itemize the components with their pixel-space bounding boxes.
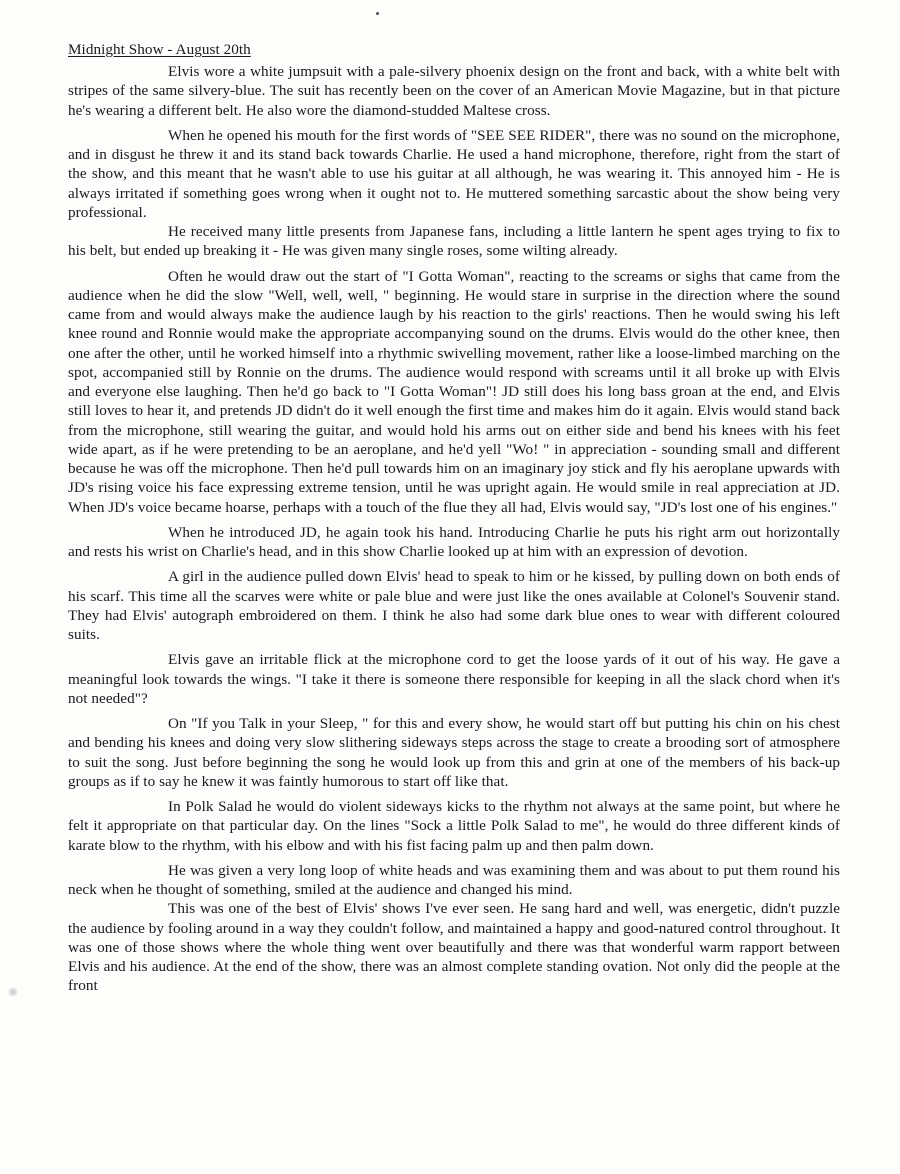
paragraph-i-gotta-woman: Often he would draw out the start of "I Gotta Woman", reacting to the screams or sighs that came from the audience when he did the slow "Well, well, well, " beginning. He would stare in surprise in the direction where the sound came from and would always make the audience laugh by his reaction to the girls' reactions. Then he would swing his left knee round and Ronnie would make the appropriate accompanying sound on the drums. Elvis would do the other knee, then one after the other, until he worked himself into a rhythmic swivelling movement, rather like a loose-limbed marching on the spot, accompanied still by Ronnie on the drums. The audience would respond with screams until it all broke up with Elvis and everyone else laughing. Then he'd go back to "I Gotta Woman"! JD still does his long bass groan at the end, and Elvis still loves to hear it, and pretends JD didn't do it well enough the first time and makes him do it again. Elvis would stand back from the microphone, still wearing the guitar, and would hold his arms out on either side and bend his knees with his feet wide apart, as if he were pretending to be an aeroplane, and he'd yell "Wo! " in appreciation - sounding small and different because he was off the microphone. Then he'd pull towards him on an imaginary joy stick and fly his aeroplane upwards with JD's rising voice his face expressing extreme tension, until he was upright again. He would smile in real appreciation at JD. When JD's voice became hoarse, perhaps with a touch of the flue they all had, Elvis would say, "JD's lost one of his engines." [68, 267, 840, 516]
document-body [68, 40, 840, 996]
paragraph-polk-salad: In Polk Salad he would do violent sideways kicks to the rhythm not always at the same point, but where he felt it appropriate on that particular day. On the lines "Sock a little Polk Salad to me", he would do three different kinds of karate blow to the rhythm, with his elbow and with his fist facing palm up and then palm down. [68, 798, 840, 854]
paragraph-beads: He was given a very long loop of white heads and was examining them and was about to put them round his neck when he thought of something, smiled at the audience and changed his mind. [68, 861, 840, 898]
paragraph-best-show: This was one of the best of Elvis' shows I've ever seen. He sang hard and well, was energetic, didn't puzzle the audience by fooling around in a way they couldn't follow, and maintained a happy and good-natured control throughout. It was one of those shows where the whole thing went over beautifully and there was that wonderful warm rapport between Elvis and his audience. At the end of the show, there was an almost complete standing ovation. Not only did the people at the front [68, 900, 840, 995]
margin-smudge [6, 988, 20, 996]
paragraph-microphone: When he opened his mouth for the first words of "SEE SEE RIDER", there was no sound on the microphone, and in disgust he threw it and its stand back towards Charlie. He used a hand microphone, therefore, right from the start of the show, and this meant that he wasn't able to use his guitar at all although, he was wearing it. This annoyed him - He is always irritated if something goes wrong when it ought not to. He muttered something sarcastic about the show being very professional. [68, 126, 840, 221]
paragraph-scarves: A girl in the audience pulled down Elvis' head to speak to him or he kissed, by pulling down on both ends of his scarf. This time all the scarves were white or pale blue and were just like the ones available at Colonel's Souvenir stand. They had Elvis' autograph embroidered on them. I think he also had some dark blue ones to wear with different coloured suits. [68, 568, 840, 643]
paragraph-talk-in-your-sleep: On "If you Talk in your Sleep, " for this and every show, he would start off but putting his chin on his chest and bending his knees and doing very slow slithering sideways steps across the stage to create a brooding sort of atmosphere to suit the song. Just before beginning the song he would look up from this and grin at one of the members of his back-up groups as if to say he knew it was faintly humorous to start off like that. [68, 715, 840, 790]
paragraph-costume: Elvis wore a white jumpsuit with a pale-silvery phoenix design on the front and back, with a white belt with stripes of the same silvery-blue. The suit has recently been on the cover of an American Movie Magazine, but in that picture he's wearing a different belt. He also wore the diamond-studded Maltese cross. [68, 63, 840, 119]
page-heading: Midnight Show - August 20th [68, 41, 251, 58]
paper-speck [376, 12, 379, 15]
paragraph-microphone-cord: Elvis gave an irritable flick at the microphone cord to get the loose yards of it out of his way. He gave a meaningful look towards the wings. "I take it there is someone there responsible for keeping in all the slack chord when it's not needed"? [68, 651, 840, 707]
paragraph-introductions: When he introduced JD, he again took his hand. Introducing Charlie he puts his right arm out horizontally and rests his wrist on Charlie's head, and in this show Charlie looked up at him with an expression of devotion. [68, 523, 840, 560]
paragraph-presents: He received many little presents from Japanese fans, including a little lantern he spent ages trying to fix to his belt, but ended up breaking it - He was given many single roses, some wilting already. [68, 223, 840, 260]
